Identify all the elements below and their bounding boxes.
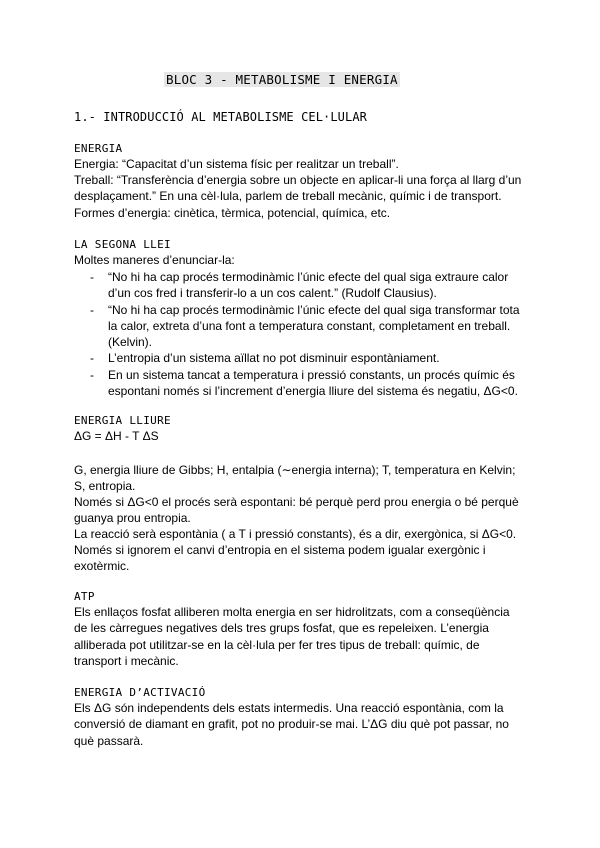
atp-line: Els enllaços fosfat alliberen molta energia en ser hidrolitzats, com a conseqüència [74, 605, 510, 619]
activacio-line: Els ΔG són independents dels estats intermedis. Una reacció espontània, com la [74, 701, 504, 715]
document-title: BLOC 3 - METABOLISME I ENERGIA [166, 72, 398, 87]
energia-line: Formes d’energia: cinètica, tèrmica, potencial, química, etc. [74, 206, 391, 220]
atp-line: de les càrregues negatives dels tres grups fosfat, que es repeleixen. L’energia [74, 621, 489, 635]
segona-llei-intro: Moltes maneres d’enunciar-la: [74, 253, 235, 267]
gibbs-formula: ΔG = ΔH - T ΔS [74, 429, 159, 443]
energia-lliure-line: La reacció serà espontània ( a T i pressió constants), és a dir, exergònica, si ΔG<0. [74, 527, 517, 541]
energia-lliure-line: guanya prou entropia. [74, 511, 191, 525]
energia-lliure-line: Només si ΔG<0 el procés serà espontani: bé perquè perd prou energia o bé perquè [74, 495, 519, 509]
energia-line: Energia: “Capacitat d’un sistema físic per realitzar un treball”. [74, 157, 399, 171]
segona-llei-heading: LA SEGONA LLEI [74, 238, 171, 251]
bullet-dash: - [90, 270, 94, 284]
section-heading: 1.- INTRODUCCIÓ AL METABOLISME CEL·LULAR [74, 110, 367, 124]
bullet-line: En un sistema tancat a temperatura i pressió constants, un procés químic és [108, 368, 515, 382]
bullet-line: (Kelvin). [108, 335, 153, 349]
energia-heading: ENERGIA [74, 142, 123, 155]
bullet-line: d’un cos fred i transferir-lo a un cos calent.” (Rudolf Clausius). [108, 286, 437, 300]
energia-lliure-heading: ENERGIA LLIURE [74, 414, 171, 427]
atp-line: transport i mecànic. [74, 654, 179, 668]
bullet-line: espontani només si l’increment d’energia lliure del sistema és negatiu, ΔG<0. [108, 384, 518, 398]
bullet-line: la calor, extreta d’una font a temperatura constant, completament en treball. [108, 319, 511, 333]
energia-lliure-line: S, entropia. [74, 479, 136, 493]
energia-lliure-line: Només si ignorem el canvi d’entropia en el sistema podem igualar exergònic i [74, 543, 486, 557]
energia-lliure-line: exotèrmic. [74, 559, 130, 573]
bullet-dash: - [90, 368, 94, 382]
atp-line: alliberada pot utilitzar-se en la cèl·lula per fer tres tipus de treball: químic, de [74, 638, 480, 652]
bullet-dash: - [90, 303, 94, 317]
energia-lliure-line: G, energia lliure de Gibbs; H, entalpia (∼energia interna); T, temperatura en Kelvin; [74, 463, 516, 477]
bullet-line: L’entropia d’un sistema aïllat no pot disminuir espontàniament. [108, 351, 440, 365]
activacio-heading: ENERGIA D’ACTIVACIÓ [74, 686, 206, 699]
bullet-line: “No hi ha cap procés termodinàmic l’únic efecte del qual siga transformar tota [108, 303, 520, 317]
bullet-line: “No hi ha cap procés termodinàmic l’únic efecte del qual siga extraure calor [108, 270, 509, 284]
bullet-dash: - [90, 351, 94, 365]
energia-line: Treball: “Transferència d’energia sobre un objecte en aplicar-li una força al llarg d’un [74, 173, 522, 187]
energia-line: desplaçament.” En una cèl·lula, parlem de treball mecànic, químic i de transport. [74, 189, 502, 203]
activacio-line: conversió de diamant en grafit, pot no produir-se mai. L’ΔG diu què pot passar, no [74, 717, 509, 731]
atp-heading: ATP [74, 590, 95, 603]
activacio-line: què passarà. [74, 734, 144, 748]
